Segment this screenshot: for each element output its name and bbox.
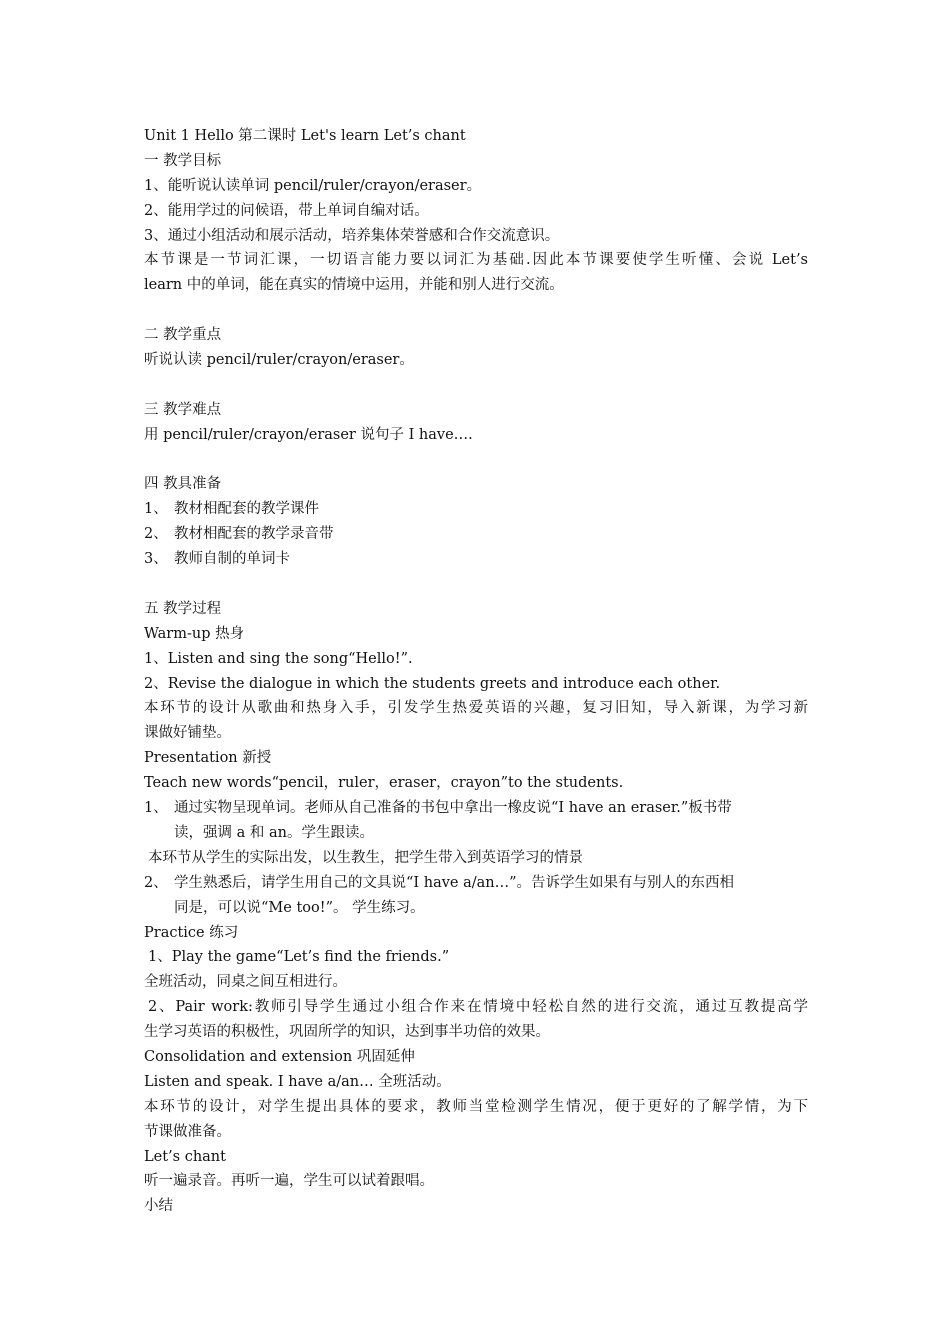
practice-item-2-line-2: 生学习英语的积极性，巩固所学的知识，达到事半功倍的效果。 [144, 1024, 550, 1041]
key-points-text: 听说认读 pencil/ruler/crayon/eraser。 [144, 352, 414, 369]
step-text: 学生熟悉后，请学生用自己的文具说“I have a/an…”。告诉学生如果有与别人的东西相 [174, 874, 735, 891]
practice-heading: Practice 练习 [144, 924, 239, 941]
objective-item-3: 3、通过小组活动和展示活动，培养集体荣誉感和合作交流意识。 [144, 227, 560, 244]
presentation-step-2-continued: 同是，可以说“Me too!”。 学生练习。 [174, 899, 425, 916]
materials-item [144, 497, 808, 522]
warmup-item-1: 1、Listen and sing the song“Hello!”. [144, 650, 413, 667]
spacer [144, 572, 808, 597]
section-key-points-heading: 二 教学重点 [144, 327, 222, 344]
section-difficulties-heading: 三 教学难点 [144, 401, 222, 418]
item-number: 2、 [144, 526, 168, 543]
presentation-note: 本环节从学生的实际出发，以生教生，把学生带入到英语学习的情景 [148, 849, 583, 866]
warmup-item-2: 2、Revise the dialogue in which the students greets and introduce each other. [144, 675, 721, 692]
chant-text: 听一遍录音。再听一遍，学生可以试着跟唱。 [144, 1173, 434, 1190]
objectives-note-line-2: learn 中的单词，能在真实的情境中运用，并能和别人进行交流。 [144, 277, 564, 294]
item-number: 3、 [144, 551, 168, 568]
objectives-note-line-1: 本节课是一节词汇课，一切语言能力要以词汇为基础.因此本节课要使学生听懂、会说 Let’s [144, 252, 808, 269]
presentation-step-1 [144, 796, 808, 821]
item-number: 2、 [144, 874, 168, 891]
objective-item-2: 2、能用学过的问候语，带上单词自编对话。 [144, 202, 429, 219]
presentation-step-1-continued: 读，强调 a 和 an。学生跟读。 [174, 824, 374, 841]
lesson-plan-document [144, 124, 808, 1219]
difficulties-text: 用 pencil/ruler/crayon/eraser 说句子 I have…. [144, 426, 473, 443]
section-objectives-heading: 一 教学目标 [144, 152, 222, 169]
practice-item-1: 1、Play the game“Let’s find the friends.” [148, 949, 450, 966]
presentation-intro: Teach new words“pencil，ruler，eraser，crayon”to the students. [144, 775, 624, 792]
consolidation-note-line-1: 本环节的设计，对学生提出具体的要求，教师当堂检测学生情况，便于更好的了解学情，为下 [144, 1098, 808, 1115]
warmup-heading: Warm-up 热身 [144, 625, 245, 642]
spacer [144, 448, 808, 473]
item-number: 1、 [144, 501, 168, 518]
document-title: Unit 1 Hello 第二课时 Let's learn Let’s chant [144, 128, 466, 144]
chant-heading: Let’s chant [144, 1148, 226, 1165]
consolidation-heading: Consolidation and extension 巩固延伸 [144, 1048, 415, 1065]
presentation-heading: Presentation 新授 [144, 750, 272, 767]
practice-item-2-line-1: 2、Pair work:教师引导学生通过小组合作来在情境中轻松自然的进行交流，通过互教提高学 [148, 999, 808, 1016]
section-materials-heading: 四 教具准备 [144, 476, 222, 493]
consolidation-text: Listen and speak. I have a/an… 全班活动。 [144, 1073, 451, 1090]
consolidation-note-line-2: 节课做准备。 [144, 1123, 231, 1140]
spacer [144, 373, 808, 398]
item-text: 教材相配套的教学录音带 [174, 526, 334, 543]
objective-item-1: 1、能听说认读单词 pencil/ruler/crayon/eraser。 [144, 177, 482, 194]
materials-item [144, 522, 808, 547]
spacer [144, 298, 808, 323]
warmup-note-line-2: 课做好铺垫。 [144, 725, 231, 742]
item-text: 教材相配套的教学课件 [174, 501, 319, 518]
practice-item-1-note: 全班活动，同桌之间互相进行。 [144, 974, 347, 991]
materials-item [144, 547, 808, 572]
warmup-note-line-1: 本环节的设计从歌曲和热身入手，引发学生热爱英语的兴趣，复习旧知，导入新课，为学习新 [144, 700, 808, 717]
presentation-step-2 [144, 871, 808, 896]
section-process-heading: 五 教学过程 [144, 600, 222, 617]
step-text: 通过实物呈现单词。老师从自己准备的书包中拿出一橡皮说“I have an eraser.”板书带 [174, 800, 732, 817]
summary-heading: 小结 [144, 1198, 173, 1215]
item-text: 教师自制的单词卡 [174, 551, 290, 568]
item-number: 1、 [144, 800, 168, 817]
